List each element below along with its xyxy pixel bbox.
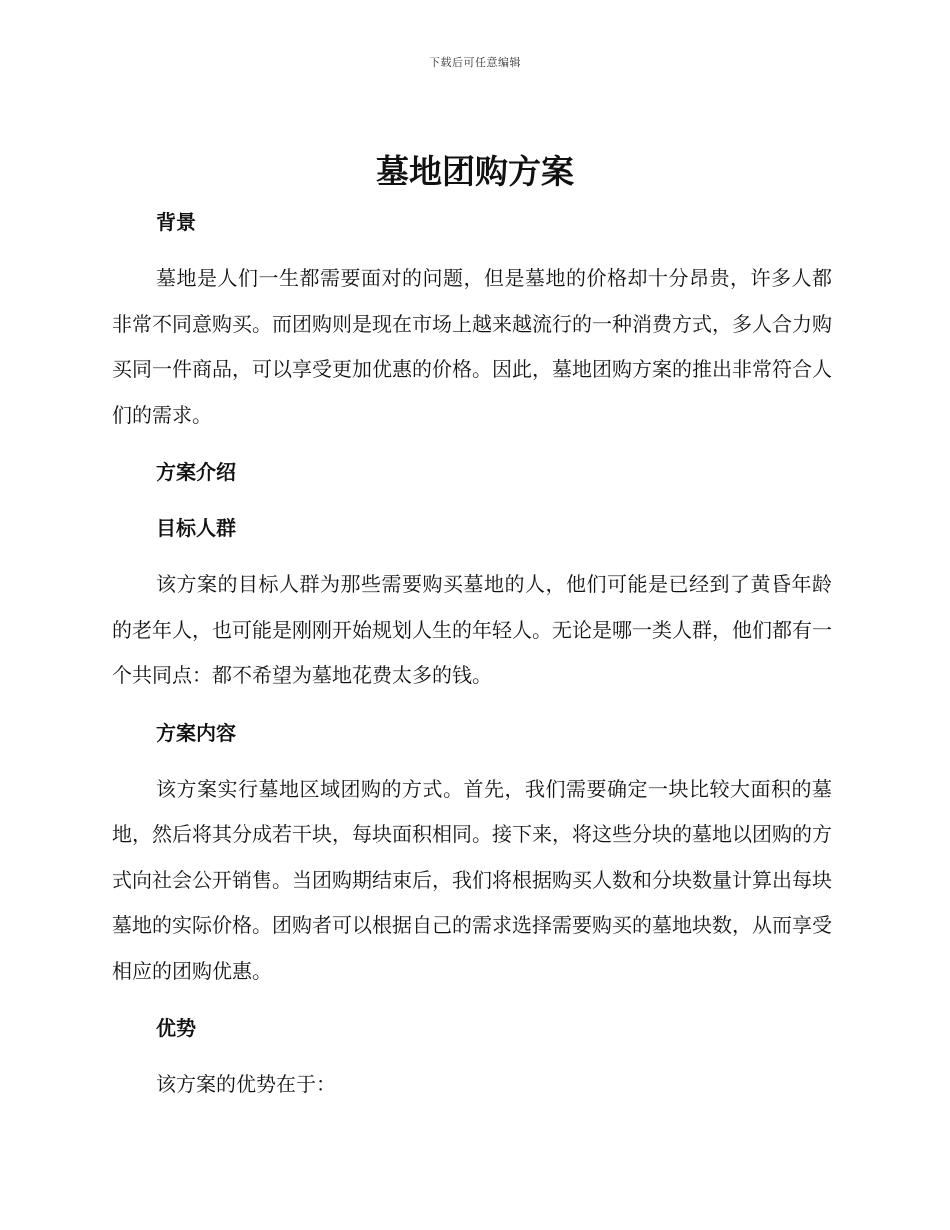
section-heading-intro: 方案介绍 <box>156 460 236 484</box>
paragraph-background: 墓地是人们一生都需要面对的问题，但是墓地的价格却十分昂贵，许多人都非常不同意购买。而团购则是现在市场上越来越流行的一种消费方式，多人合力购买同一件商品，可以享受更加优惠的价格。因此，墓地团购方案的推出非常符合人们的需求。 <box>112 266 832 427</box>
paragraph-advantage: 该方案的优势在于： <box>156 1072 336 1096</box>
document-body <box>112 200 832 1108</box>
paragraph-target: 该方案的目标人群为那些需要购买墓地的人，他们可能是已经到了黄昏年龄的老年人，也可能是刚刚开始规划人生的年轻人。无论是哪一类人群，他们都有一个共同点：都不希望为墓地花费太多的钱。 <box>112 572 832 687</box>
section-heading-content: 方案内容 <box>156 720 236 745</box>
document-title: 墓地团购方案 <box>376 152 574 191</box>
section-heading-advantage: 优势 <box>156 1016 196 1040</box>
paragraph-content: 该方案实行墓地区域团购的方式。首先，我们需要确定一块比较大面积的墓地，然后将其分成若干块，每块面积相同。接下来，将这些分块的墓地以团购的方式向社会公开销售。当团购期结束后，我们将根据购买人数和分块数量计算出每块墓地的实际价格。团购者可以根据自己的需求选择需要购买的墓地块数，从而享受相应的团购优惠。 <box>112 776 832 983</box>
section-heading-background: 背景 <box>156 210 196 234</box>
header-note: 下载后可任意编辑 <box>429 56 521 69</box>
section-heading-target: 目标人群 <box>156 516 236 540</box>
